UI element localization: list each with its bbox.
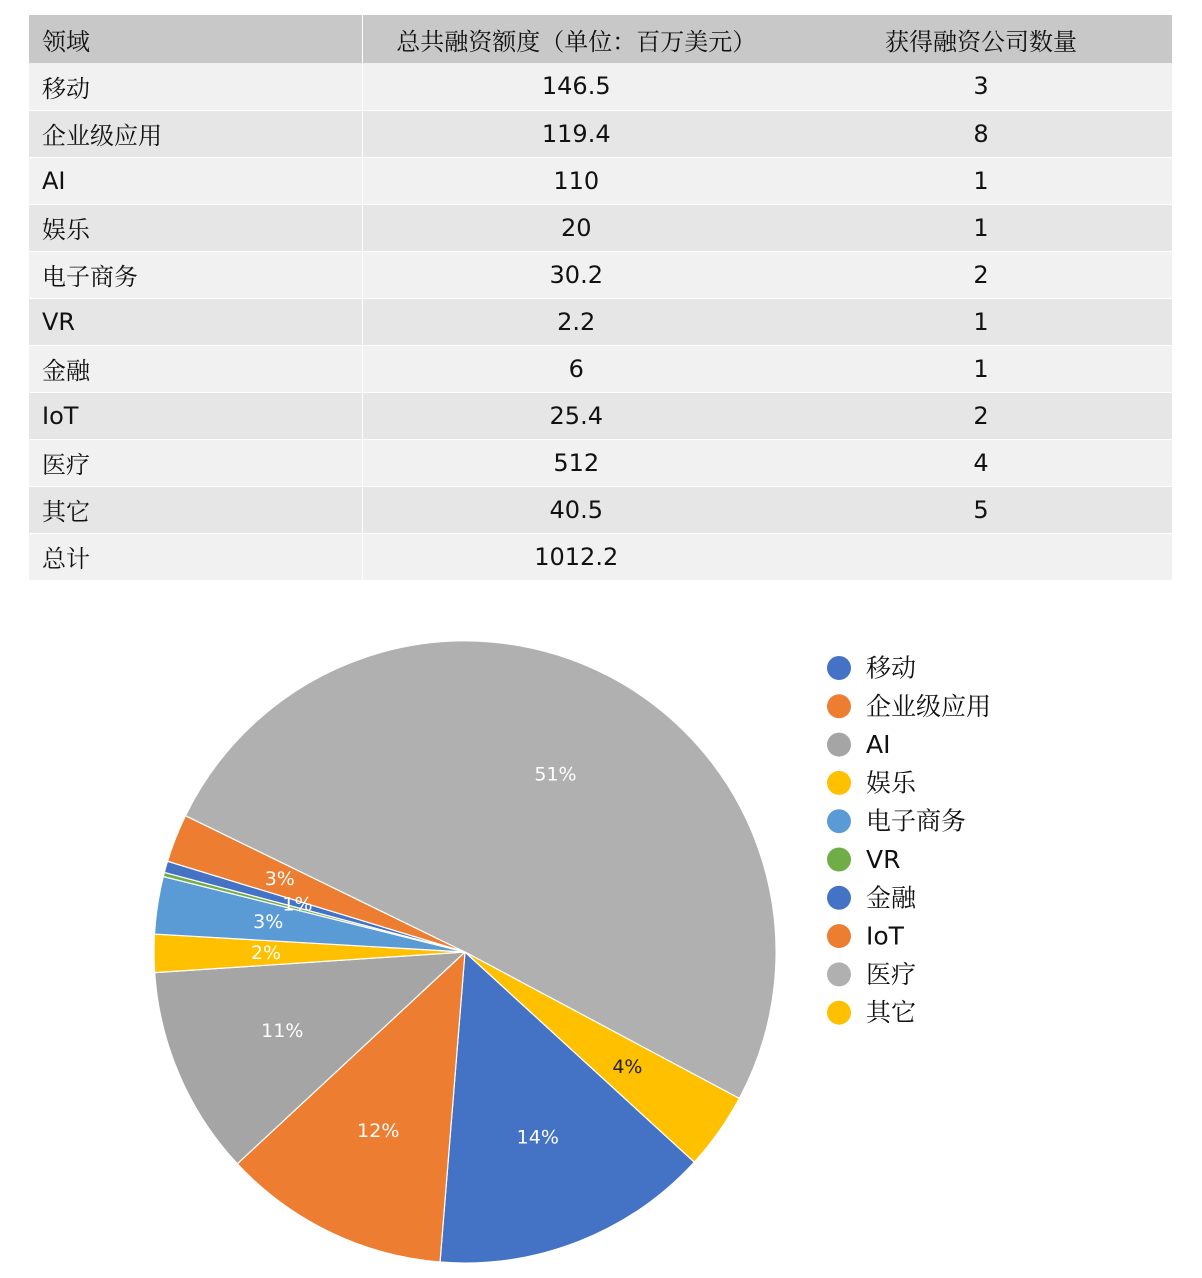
header-domain: 领域 xyxy=(29,15,362,63)
legend-swatch xyxy=(827,733,851,757)
legend-item xyxy=(827,768,917,797)
row-domain: 医疗 xyxy=(29,439,362,486)
table-row xyxy=(29,63,1172,110)
legend-item xyxy=(827,654,916,683)
legend-swatch xyxy=(827,694,851,718)
row-domain: 移动 xyxy=(29,63,362,110)
row-domain: VR xyxy=(29,298,362,345)
legend-item xyxy=(827,883,917,912)
row-count: 4 xyxy=(790,439,1172,486)
row-count: 1 xyxy=(790,204,1172,251)
row-count: 2 xyxy=(790,251,1172,298)
row-domain: 其它 xyxy=(29,486,362,533)
legend-swatch xyxy=(827,924,851,948)
funding-table xyxy=(29,15,1172,581)
legend-label: AI xyxy=(866,730,891,760)
legend-label: IoT xyxy=(866,921,904,951)
row-count: 1 xyxy=(790,298,1172,345)
legend-swatch xyxy=(827,1001,851,1025)
legend-item xyxy=(827,692,991,721)
legend-label: 医疗 xyxy=(866,959,917,989)
total-funding: 1012.2 xyxy=(362,533,790,580)
legend-swatch xyxy=(827,656,851,680)
legend-swatch xyxy=(827,962,851,986)
table-row xyxy=(29,439,1172,486)
table-row xyxy=(29,110,1172,157)
header-total-funding: 总共融资额度（单位：百万美元） xyxy=(362,15,790,63)
legend-item xyxy=(827,807,966,836)
row-domain: 娱乐 xyxy=(29,204,362,251)
pie-data-label: 14% xyxy=(516,1126,559,1149)
row-domain: 企业级应用 xyxy=(29,110,362,157)
table-row xyxy=(29,157,1172,204)
row-count: 8 xyxy=(790,110,1172,157)
row-count: 5 xyxy=(790,486,1172,533)
pie-data-label: 4% xyxy=(612,1056,643,1078)
legend-item xyxy=(827,998,916,1027)
pie-data-label: 1% xyxy=(282,893,313,916)
legend-label: 金融 xyxy=(866,883,917,913)
pie-data-label: 11% xyxy=(261,1019,304,1042)
pie-data-label: 3% xyxy=(253,911,284,933)
row-domain: AI xyxy=(29,157,362,204)
table-row-total xyxy=(29,533,1172,580)
row-funding: 25.4 xyxy=(362,392,790,439)
pie-data-label: 51% xyxy=(534,763,577,786)
row-funding: 20 xyxy=(362,204,790,251)
pie-data-label: 3% xyxy=(264,868,295,891)
table-header-row xyxy=(29,15,1172,63)
table-row xyxy=(29,298,1172,345)
row-funding: 6 xyxy=(362,345,790,392)
total-label: 总计 xyxy=(29,533,362,580)
legend-item xyxy=(827,922,905,951)
legend-swatch xyxy=(827,886,851,910)
legend-label: 企业级应用 xyxy=(866,691,992,721)
legend-swatch xyxy=(827,771,851,795)
row-funding: 512 xyxy=(362,439,790,486)
row-count: 1 xyxy=(790,345,1172,392)
row-funding: 119.4 xyxy=(362,110,790,157)
pie-data-label: 2% xyxy=(250,941,282,964)
legend-label: 娱乐 xyxy=(866,768,917,798)
table-row xyxy=(29,486,1172,533)
row-count: 2 xyxy=(790,392,1172,439)
row-count: 3 xyxy=(790,63,1172,110)
legend-item xyxy=(827,845,900,874)
chart-legend xyxy=(827,654,991,1028)
pie-slices xyxy=(154,641,776,1263)
row-funding: 110 xyxy=(362,157,790,204)
table-row xyxy=(29,251,1172,298)
legend-swatch xyxy=(827,848,851,872)
row-domain: 电子商务 xyxy=(29,251,362,298)
table-row xyxy=(29,392,1172,439)
legend-label: 电子商务 xyxy=(866,806,967,836)
pie-chart xyxy=(0,600,1202,1278)
row-funding: 2.2 xyxy=(362,298,790,345)
header-company-count: 获得融资公司数量 xyxy=(790,15,1172,63)
row-domain: IoT xyxy=(29,392,362,439)
total-count xyxy=(790,533,1172,580)
legend-label: 其它 xyxy=(866,998,917,1028)
legend-swatch xyxy=(827,809,851,833)
table-row xyxy=(29,204,1172,251)
row-count: 1 xyxy=(790,157,1172,204)
pie-data-label: 12% xyxy=(357,1120,400,1143)
legend-item xyxy=(827,730,890,759)
row-funding: 146.5 xyxy=(362,63,790,110)
legend-label: VR xyxy=(866,845,901,874)
row-funding: 40.5 xyxy=(362,486,790,533)
row-funding: 30.2 xyxy=(362,251,790,298)
row-domain: 金融 xyxy=(29,345,362,392)
legend-label: 移动 xyxy=(866,653,917,683)
legend-item xyxy=(827,960,916,989)
table-row xyxy=(29,345,1172,392)
